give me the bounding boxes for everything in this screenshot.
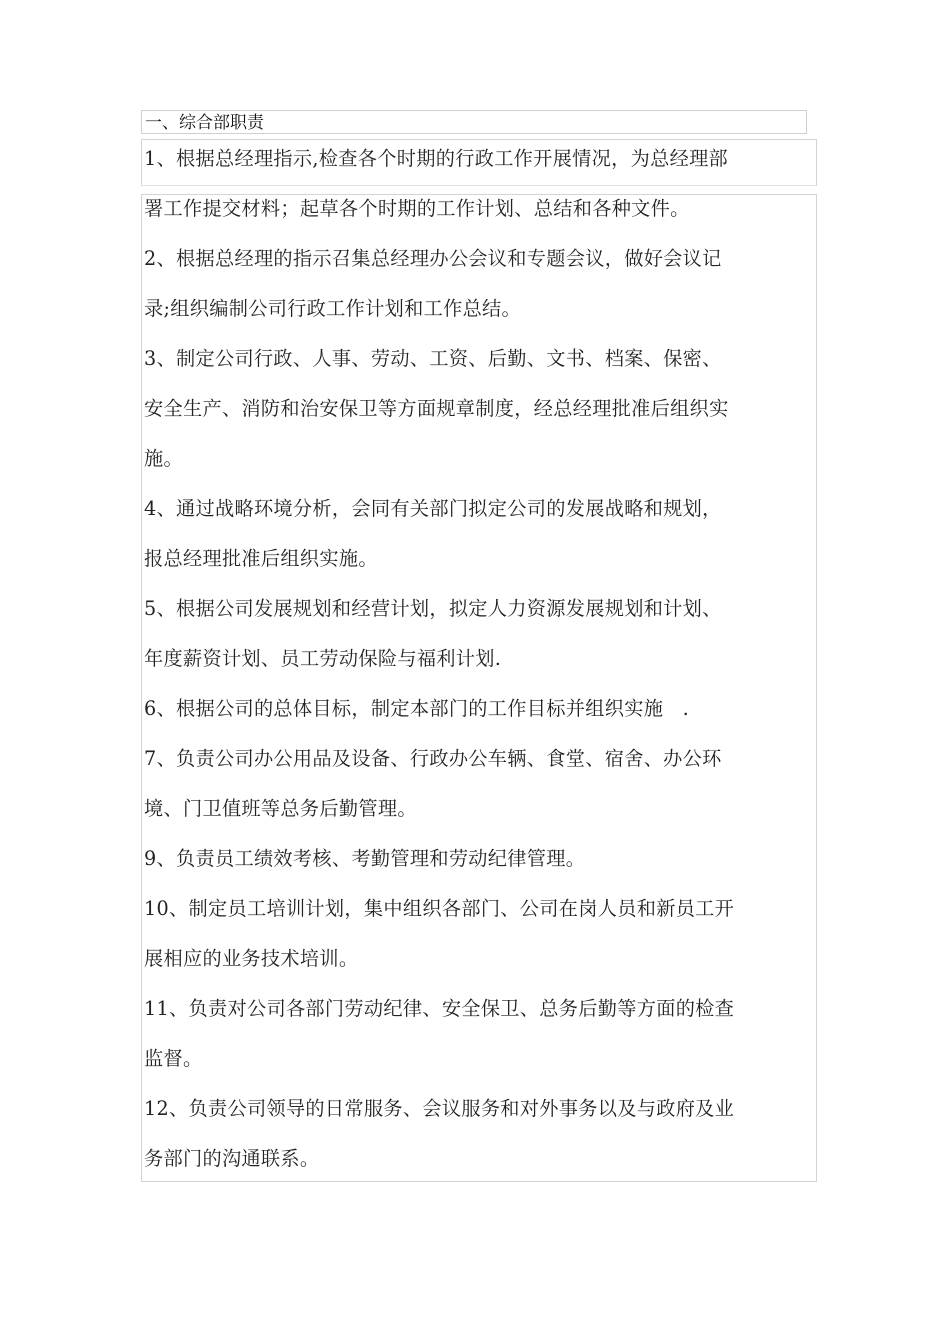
item-3-line-2: 安全生产、消防和治安保卫等方面规章制度，经总经理批准后组织实: [144, 397, 729, 420]
item-1-line-1: 1、根据总经理指示,检查各个时期的行政工作开展情况，为总经理部: [144, 147, 729, 170]
item-6-line-1: 6、根据公司的总体目标，制定本部门的工作目标并组织实施 .: [144, 697, 690, 720]
item-2-line-2: 录;组织编制公司行政工作计划和工作总结。: [144, 297, 522, 320]
item-3-line-1: 3、制定公司行政、人事、劳动、工资、后勤、文书、档案、保密、: [144, 347, 722, 370]
item-1-line-2: 署工作提交材料；起草各个时期的工作计划、总结和各种文件。: [144, 197, 690, 220]
first-item-line1-wrap: [144, 134, 816, 184]
item-4-line-2: 报总经理批准后组织实施。: [144, 547, 378, 570]
item-10-line-1: 10、制定员工培训计划，集中组织各部门、公司在岗人员和新员工开: [144, 897, 735, 920]
section-heading-box: [141, 110, 807, 134]
item-11-line-1: 11、负责对公司各部门劳动纪律、安全保卫、总务后勤等方面的检查: [144, 997, 735, 1020]
item-2-line-1: 2、根据总经理的指示召集总经理办公会议和专题会议，做好会议记: [144, 247, 722, 270]
item-5-line-1: 5、根据公司发展规划和经营计划，拟定人力资源发展规划和计划、: [144, 597, 722, 620]
item-7-line-2: 境、门卫值班等总务后勤管理。: [144, 797, 417, 820]
item-4-line-1: 4、通过战略环境分析，会同有关部门拟定公司的发展战略和规划，: [144, 497, 722, 520]
item-9-line-1: 9、负责员工绩效考核、考勤管理和劳动纪律管理。: [144, 847, 586, 870]
item-list: [144, 184, 816, 1184]
item-7-line-1: 7、负责公司办公用品及设备、行政办公车辆、食堂、宿舍、办公环: [144, 747, 722, 770]
item-12-line-2: 务部门的沟通联系。: [144, 1147, 320, 1170]
item-11-line-2: 监督。: [144, 1047, 203, 1070]
item-5-line-2: 年度薪资计划、员工劳动保险与福利计划.: [144, 647, 502, 670]
item-10-line-2: 展相应的业务技术培训。: [144, 947, 359, 970]
section-title: 一、综合部职责: [145, 113, 264, 133]
item-3-line-3: 施。: [144, 447, 183, 470]
item-12-line-1: 12、负责公司领导的日常服务、会议服务和对外事务以及与政府及业: [144, 1097, 735, 1120]
